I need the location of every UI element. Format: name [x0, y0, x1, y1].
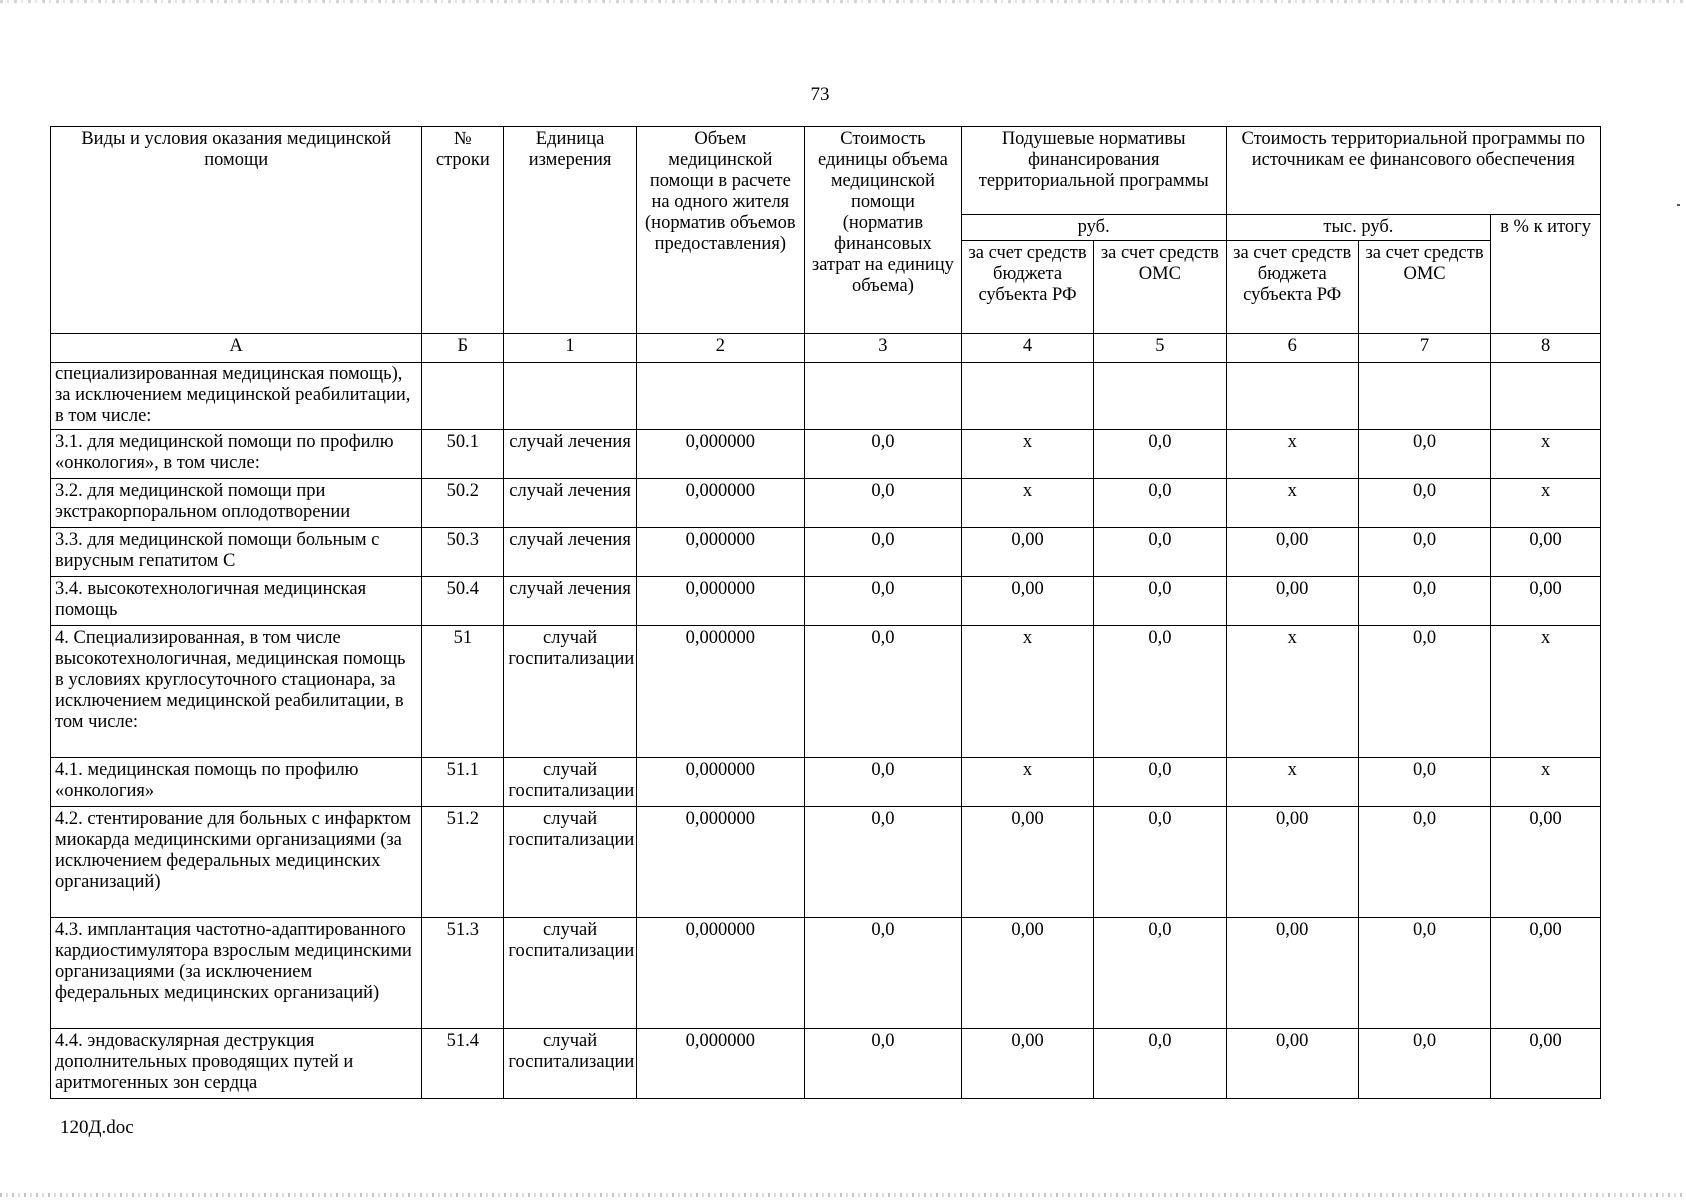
- row-cost-budget: 0,00: [1226, 1029, 1358, 1099]
- row-per-capita-oms: [1094, 363, 1226, 430]
- table-row: [51, 626, 1601, 758]
- column-number: 3: [804, 334, 961, 363]
- column-number: 1: [504, 334, 636, 363]
- row-per-capita-budget: х: [961, 758, 1093, 807]
- column-number: 8: [1491, 334, 1601, 363]
- scan-artifact-top: [0, 0, 1686, 3]
- row-cost-oms: 0,0: [1358, 807, 1490, 918]
- row-volume: 0,000000: [636, 577, 804, 626]
- row-per-capita-oms: 0,0: [1094, 626, 1226, 758]
- row-line-number: 50.1: [422, 430, 504, 479]
- row-cost-oms: 0,0: [1358, 479, 1490, 528]
- row-line-number: 51.3: [422, 918, 504, 1029]
- row-percent: 0,00: [1491, 807, 1601, 918]
- header-line-number: № строки: [422, 127, 504, 334]
- header-oms-rub: за счет средств ОМС: [1094, 241, 1226, 334]
- scan-artifact-bottom: [0, 1193, 1686, 1197]
- row-cost-budget: [1226, 363, 1358, 430]
- table-row: [51, 918, 1601, 1029]
- row-percent: х: [1491, 758, 1601, 807]
- row-line-number: 51.1: [422, 758, 504, 807]
- row-per-capita-oms: 0,0: [1094, 577, 1226, 626]
- column-number: 7: [1358, 334, 1490, 363]
- header-program-cost-group: Стоимость территориальной программы по источникам ее финансового обеспечения: [1226, 127, 1600, 215]
- row-care-type: 3.2. для медицинской помощи при экстракорпоральном оплодотворении: [51, 479, 422, 528]
- row-percent: 0,00: [1491, 577, 1601, 626]
- header-volume-norm: Объем медицинской помощи в расчете на одного жителя (норматив объемов предоставления): [636, 127, 804, 334]
- row-per-capita-budget: х: [961, 479, 1093, 528]
- row-cost-oms: 0,0: [1358, 1029, 1490, 1099]
- table-row: [51, 758, 1601, 807]
- row-cost-oms: 0,0: [1358, 918, 1490, 1029]
- header-per-capita-group: Подушевые нормативы финансирования территориальной программы: [961, 127, 1226, 215]
- row-unit-cost: 0,0: [804, 626, 961, 758]
- row-unit-cost: 0,0: [804, 1029, 961, 1099]
- row-care-type: 4.2. стентирование для больных с инфарктом миокарда медицинскими организациями (за исключением федеральных медицинских организаций): [51, 807, 422, 918]
- row-unit: случай лечения: [504, 430, 636, 479]
- row-care-type: 4.3. имплантация частотно-адаптированного кардиостимулятора взрослым медицинскими организациями (за исключением федеральных медицинских организаций): [51, 918, 422, 1029]
- table-row: [51, 1029, 1601, 1099]
- row-volume: 0,000000: [636, 918, 804, 1029]
- row-per-capita-oms: 0,0: [1094, 807, 1226, 918]
- table-row: [51, 577, 1601, 626]
- row-volume: 0,000000: [636, 807, 804, 918]
- row-unit-cost: [804, 363, 961, 430]
- row-per-capita-budget: х: [961, 626, 1093, 758]
- row-per-capita-budget: 0,00: [961, 1029, 1093, 1099]
- table-row: [51, 479, 1601, 528]
- header-oms-thousand: за счет средств ОМС: [1358, 241, 1490, 334]
- row-line-number: 51: [422, 626, 504, 758]
- row-unit-cost: 0,0: [804, 758, 961, 807]
- row-percent: 0,00: [1491, 1029, 1601, 1099]
- row-care-type: 4.4. эндоваскулярная деструкция дополнительных проводящих путей и аритмогенных зон сердца: [51, 1029, 422, 1099]
- row-line-number: 50.4: [422, 577, 504, 626]
- scan-speck: [1677, 204, 1680, 206]
- header-budget-thousand: за счет средств бюджета субъекта РФ: [1226, 241, 1358, 334]
- row-cost-oms: 0,0: [1358, 577, 1490, 626]
- row-line-number: [422, 363, 504, 430]
- row-cost-budget: х: [1226, 479, 1358, 528]
- header-unit-thousand-rub: тыс. руб.: [1226, 215, 1491, 241]
- row-line-number: 50.3: [422, 528, 504, 577]
- row-per-capita-oms: 0,0: [1094, 528, 1226, 577]
- row-care-type: 4. Специализированная, в том числе высокотехнологичная, медицинская помощь в условиях круглосуточного стационара, за исключением медицинской реабилитации, в том числе:: [51, 626, 422, 758]
- column-number-row: [51, 334, 1601, 363]
- page-number: 73: [810, 84, 830, 105]
- row-per-capita-budget: [961, 363, 1093, 430]
- row-volume: 0,000000: [636, 626, 804, 758]
- row-percent: 0,00: [1491, 918, 1601, 1029]
- row-line-number: 51.4: [422, 1029, 504, 1099]
- row-unit: случай госпитализации: [504, 918, 636, 1029]
- table-row: [51, 528, 1601, 577]
- header-row-1: [51, 127, 1601, 215]
- row-cost-budget: 0,00: [1226, 528, 1358, 577]
- row-care-type: 3.3. для медицинской помощи больным с вирусным гепатитом С: [51, 528, 422, 577]
- row-per-capita-oms: 0,0: [1094, 430, 1226, 479]
- row-per-capita-budget: 0,00: [961, 577, 1093, 626]
- row-unit: случай лечения: [504, 479, 636, 528]
- row-volume: 0,000000: [636, 758, 804, 807]
- row-unit: случай госпитализации: [504, 807, 636, 918]
- row-cost-oms: [1358, 363, 1490, 430]
- row-unit-cost: 0,0: [804, 918, 961, 1029]
- row-percent: х: [1491, 626, 1601, 758]
- row-unit-cost: 0,0: [804, 807, 961, 918]
- column-number: 4: [961, 334, 1093, 363]
- header-unit-rub: руб.: [961, 215, 1226, 241]
- table-row: [51, 430, 1601, 479]
- column-number: 2: [636, 334, 804, 363]
- header-budget-rub: за счет средств бюджета субъекта РФ: [961, 241, 1093, 334]
- table-row: [51, 807, 1601, 918]
- column-number: 5: [1094, 334, 1226, 363]
- row-care-type: 3.4. высокотехнологичная медицинская помощь: [51, 577, 422, 626]
- row-cost-budget: х: [1226, 430, 1358, 479]
- row-volume: 0,000000: [636, 479, 804, 528]
- row-volume: 0,000000: [636, 1029, 804, 1099]
- row-cost-oms: 0,0: [1358, 758, 1490, 807]
- row-care-type: 3.1. для медицинской помощи по профилю «онкология», в том числе:: [51, 430, 422, 479]
- row-unit: случай госпитализации: [504, 626, 636, 758]
- row-per-capita-budget: 0,00: [961, 807, 1093, 918]
- row-unit-cost: 0,0: [804, 528, 961, 577]
- financing-table: [50, 126, 1601, 1099]
- header-percent-of-total: в % к итогу: [1491, 215, 1601, 334]
- row-per-capita-oms: 0,0: [1094, 758, 1226, 807]
- header-unit: Единица измерения: [504, 127, 636, 334]
- row-unit-cost: 0,0: [804, 577, 961, 626]
- row-line-number: 51.2: [422, 807, 504, 918]
- row-unit-cost: 0,0: [804, 430, 961, 479]
- row-unit: случай лечения: [504, 528, 636, 577]
- row-volume: [636, 363, 804, 430]
- table-row: [51, 363, 1601, 430]
- row-unit-cost: 0,0: [804, 479, 961, 528]
- row-percent: х: [1491, 479, 1601, 528]
- column-number: Б: [422, 334, 504, 363]
- row-line-number: 50.2: [422, 479, 504, 528]
- row-volume: 0,000000: [636, 528, 804, 577]
- row-per-capita-oms: 0,0: [1094, 1029, 1226, 1099]
- row-percent: х: [1491, 430, 1601, 479]
- row-cost-budget: х: [1226, 626, 1358, 758]
- row-cost-budget: 0,00: [1226, 918, 1358, 1029]
- header-unit-cost: Стоимость единицы объема медицинской помощи (норматив финансовых затрат на единицу объема): [804, 127, 961, 334]
- row-cost-oms: 0,0: [1358, 430, 1490, 479]
- row-cost-oms: 0,0: [1358, 626, 1490, 758]
- row-volume: 0,000000: [636, 430, 804, 479]
- document-filename: 120Д.doc: [60, 1117, 134, 1138]
- row-care-type: 4.1. медицинская помощь по профилю «онкология»: [51, 758, 422, 807]
- row-unit: случай лечения: [504, 577, 636, 626]
- row-unit: случай госпитализации: [504, 1029, 636, 1099]
- row-cost-budget: 0,00: [1226, 577, 1358, 626]
- row-unit: [504, 363, 636, 430]
- row-unit: случай госпитализации: [504, 758, 636, 807]
- row-cost-budget: 0,00: [1226, 807, 1358, 918]
- row-cost-oms: 0,0: [1358, 528, 1490, 577]
- column-number: А: [51, 334, 422, 363]
- row-per-capita-oms: 0,0: [1094, 918, 1226, 1029]
- row-per-capita-oms: 0,0: [1094, 479, 1226, 528]
- column-number: 6: [1226, 334, 1358, 363]
- row-per-capita-budget: х: [961, 430, 1093, 479]
- row-percent: 0,00: [1491, 528, 1601, 577]
- row-cost-budget: х: [1226, 758, 1358, 807]
- row-care-type: специализированная медицинская помощь), за исключением медицинской реабилитации, в том числе:: [51, 363, 422, 430]
- row-per-capita-budget: 0,00: [961, 918, 1093, 1029]
- row-per-capita-budget: 0,00: [961, 528, 1093, 577]
- header-kinds-of-care: Виды и условия оказания медицинской помощи: [51, 127, 422, 334]
- row-percent: [1491, 363, 1601, 430]
